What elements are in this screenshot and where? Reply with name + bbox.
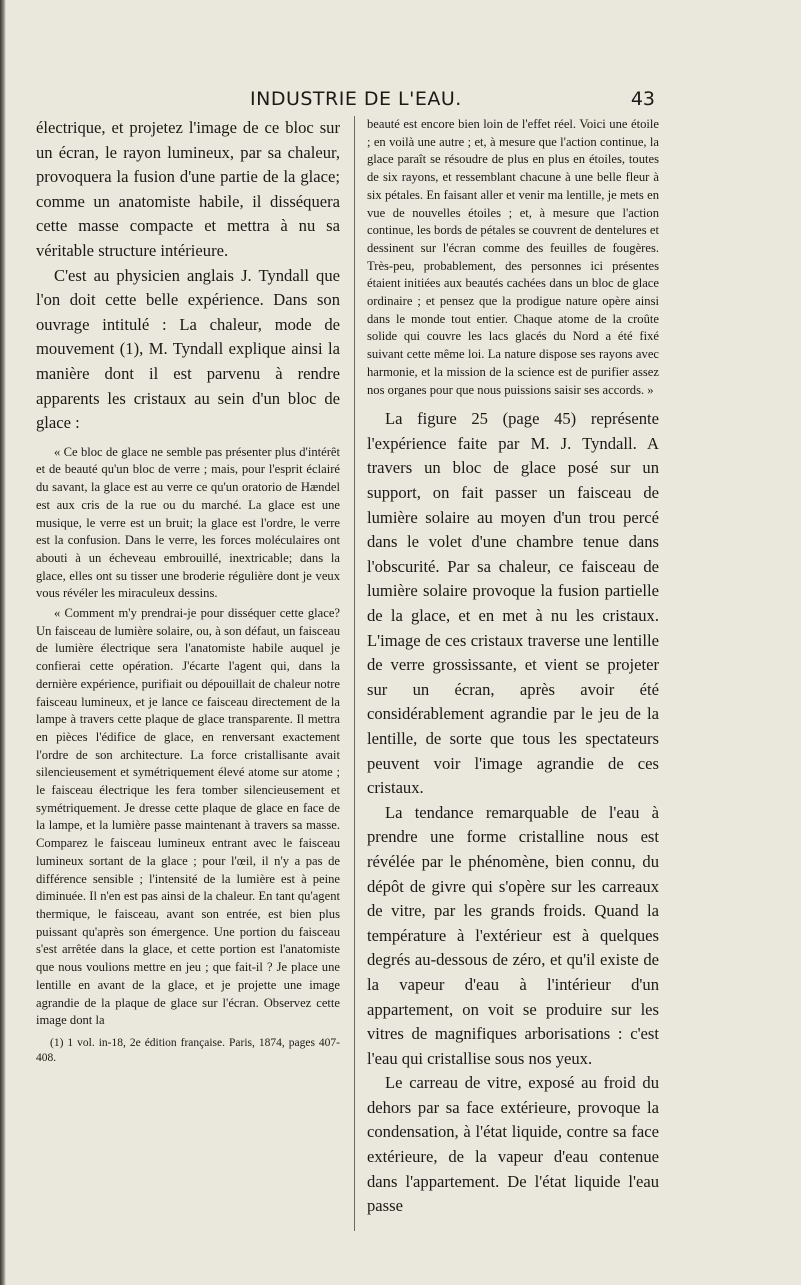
body-paragraph: électrique, et projetez l'image de ce bloc sur un écran, le rayon lumineux, par sa chaleur, provoquera la fusion d'une partie de la glace; comme un anatomiste habile, il disséquera cette masse compacte et mettra à nu sa véritable structure intérieure. <box>36 118 340 260</box>
quote-paragraph: beauté est encore bien loin de l'effet réel. Voici une étoile ; en voilà une autre ; et, à mesure que l'action continue, la glace paraît se résoudre de plus en plus en étoiles, toutes de six rayons, et ressemblant chacune à une belle fleur à six pétales. En faisant aller et venir ma lentille, je mets en vue de nouvelles étoiles ; et, à mesure que l'action continue, les bords de pétales se couvrent de dentelures et dessinent sur l'écran comme des feuilles de fougères. Très-peu, probablement, des personnes ici présentes étaient initiées aux beautés cachées dans un bloc de glace ordinaire ; et pensez que la prodigue nature opère ainsi dans le monde tout entier. Chaque atome de la croûte solide qui couvre les lacs glacés du Nord a été fixé suivant cette même loi. La nature dispose ses rayons avec harmonie, et la mission de la science est de purifier assez nos organes pour que nous puissions saisir ses accords. » <box>367 117 659 397</box>
body-paragraph: C'est au physicien anglais J. Tyndall que l'on doit cette belle expérience. Dans son ouvrage intitulé : La chaleur, mode de mouvement (1), M. Tyndall explique ainsi la manière dont il est parvenu à rendre apparents les cristaux au sein d'un bloc de glace : <box>36 265 340 433</box>
quote-paragraph: « Ce bloc de glace ne semble pas présenter plus d'intérêt et de beauté qu'un bloc de verre ; mais, pour l'esprit éclairé du savant, la glace est au verre ce qu'un oratorio de Hændel est aux cris de la rue ou du marché. La glace est une musique, le verre est un bruit; la glace est l'ordre, le verre est la confusion. Dans le verre, les forces moléculaires ont abouti à un écheveau embrouillé, inextricable; dans la glace, elles ont su tisser une broderie régulière dont je veux vous révéler les miraculeux dessins. <box>36 444 340 601</box>
running-title: INDUSTRIE DE L'EAU. <box>250 88 462 110</box>
page-number: 43 <box>630 88 655 110</box>
footnote: (1) 1 vol. in-18, 2e édition française. Paris, 1874, pages 407-408. <box>36 1036 340 1065</box>
body-paragraph: La figure 25 (page 45) représente l'expérience faite par M. J. Tyndall. A travers un bloc de glace posé sur un support, on fait passer un faisceau de lumière solaire au moyen d'un trou percé dans le volet d'une chambre tenue dans l'obscurité. Par sa chaleur, ce faisceau de lumière solaire provoque la fusion partielle de la glace, et en met à nu les cristaux. L'image de ces cristaux traverse une lentille de verre grossissante, et vient se projeter sur un écran, après avoir été considérablement agrandie par le jeu de la lentille, de sorte que tous les spectateurs peuvent voir l'image agrandie de ces cristaux. <box>367 409 659 798</box>
left-column <box>36 116 340 1067</box>
scan-edge-shadow <box>0 0 6 1285</box>
quote-paragraph: « Comment m'y prendrai-je pour disséquer cette glace? Un faisceau de lumière solaire, ou, à son défaut, un faisceau de lumière électrique sera l'anatomiste habile auquel je confierai cette opération. J'écarte l'agent qui, dans la dernière expérience, purifiait ou dépouillait de chaleur notre faisceau lumineux, et je lance ce faisceau directement de la lampe à travers cette plaque de glace transparente. Il mettra en pièces l'édifice de glace, en renversant exactement l'ordre de son architecture. La force cristallisante avait silencieusement et symétriquement élevé atome sur atome ; le faisceau électrique les fera tomber silencieusement et symétriquement. Je dresse cette plaque de glace en face de la lampe, et la lumière passe maintenant à travers sa masse. Comparez le faisceau lumineux entrant avec le faisceau lumineux sortant de la glace ; pour l'œil, il n'y a pas de différence sensible ; l'intensité de la lumière est à peine diminuée. Il n'en est pas ainsi de la chaleur. En tant qu'agent thermique, le faisceau, avant son entrée, est bien plus puissant qu'après son émergence. Une portion du faisceau s'est arrêtée dans la glace, et cette portion est l'anatomiste que nous voulions mettre en jeu ; que fait-il ? Je place une lentille en avant de la glace, et je projette une image agrandie de la plaque de glace sur l'écran. Observez cette image dont la <box>36 606 340 1028</box>
column-divider <box>354 116 355 1231</box>
body-paragraph: La tendance remarquable de l'eau à prendre une forme cristalline nous est révélée par le phénomène, bien connu, du dépôt de givre qui s'opère sur les carreaux de vitre, par les grands froids. Quand la température à l'extérieur est à quelques degrés au-dessous de zéro, et qu'il existe de la vapeur d'eau à l'intérieur d'un appartement, on voit se produire sur les vitres de magnifiques arborisations : c'est l'eau qui cristallise sous nos yeux. <box>367 802 659 1068</box>
page-header <box>250 88 655 110</box>
right-column <box>367 116 659 1219</box>
body-paragraph: Le carreau de vitre, exposé au froid du dehors par sa face extérieure, provoque la condensation, à l'état liquide, contre sa face extérieure, de la vapeur d'eau contenue dans l'appartement. De l'état liquide l'eau passe <box>367 1073 659 1216</box>
